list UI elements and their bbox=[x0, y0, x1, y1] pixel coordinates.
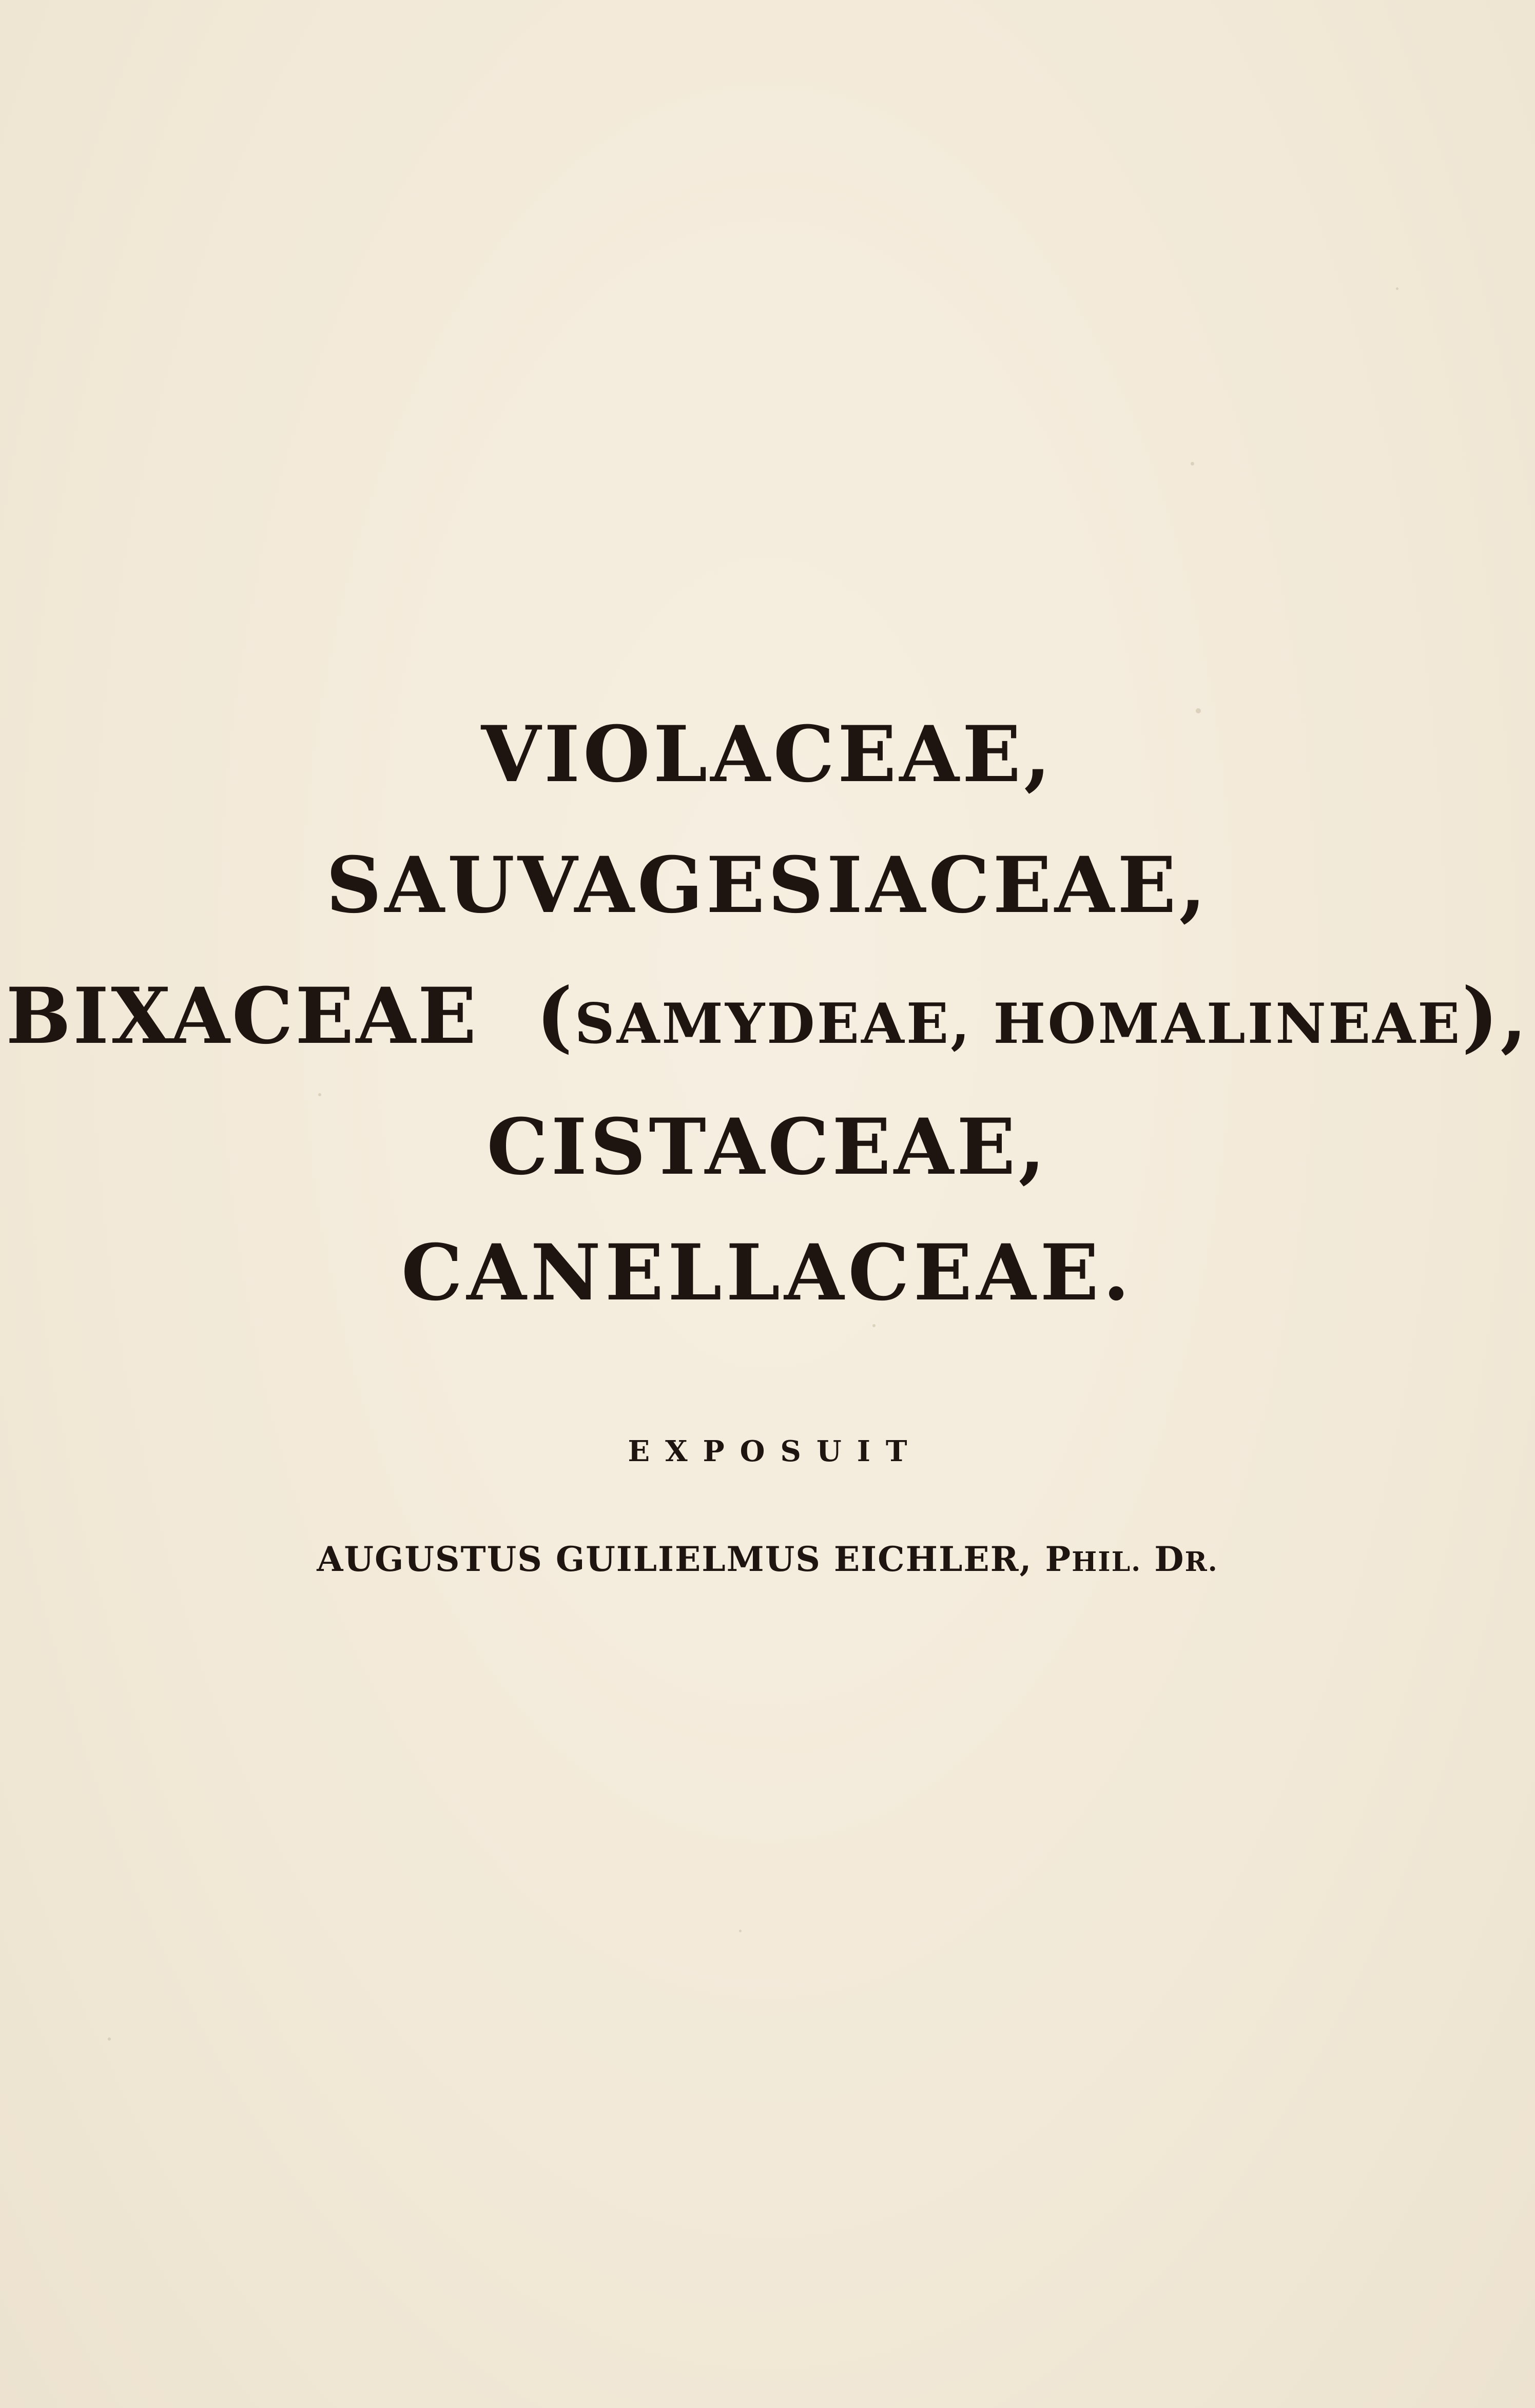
degree-phil-rest: HIL. bbox=[1072, 1546, 1142, 1578]
title-line-violaceae: VIOLACEAE, bbox=[481, 709, 1054, 800]
paper-speck bbox=[1396, 287, 1398, 290]
exposuit-label: EXPOSUIT bbox=[628, 1434, 923, 1468]
close-parenthesis: ), bbox=[1462, 971, 1529, 1061]
title-line-bixaceae bbox=[0, 971, 1535, 1061]
title-line-cistaceae: CISTACEAE, bbox=[487, 1102, 1048, 1192]
degree-dr-initial: D bbox=[1154, 1539, 1185, 1579]
paper-speck bbox=[1191, 462, 1194, 465]
degree-phil-initial: P bbox=[1045, 1539, 1072, 1579]
paper-speck bbox=[318, 1093, 321, 1096]
paper-speck bbox=[739, 1930, 742, 1932]
bixaceae-label: BIXACEAE bbox=[6, 971, 479, 1061]
paper-speck bbox=[108, 2037, 111, 2041]
degree-dr-rest: R. bbox=[1184, 1546, 1218, 1578]
title-line-sauvagesiaceae: SAUVAGESIACEAE, bbox=[326, 840, 1209, 930]
degree-dr bbox=[1154, 1539, 1218, 1579]
paper-speck bbox=[872, 1324, 876, 1327]
author-line bbox=[0, 1539, 1535, 1579]
author-name: AUGUSTUS GUILIELMUS EICHLER, bbox=[317, 1539, 1033, 1579]
subgroups-label: SAMYDEAE, HOMALINEAE bbox=[574, 992, 1462, 1056]
degree-phil bbox=[1045, 1539, 1141, 1579]
open-parenthesis: ( bbox=[536, 971, 575, 1061]
title-line-canellaceae: CANELLACEAE. bbox=[401, 1228, 1134, 1318]
paper-speck bbox=[1196, 708, 1201, 713]
